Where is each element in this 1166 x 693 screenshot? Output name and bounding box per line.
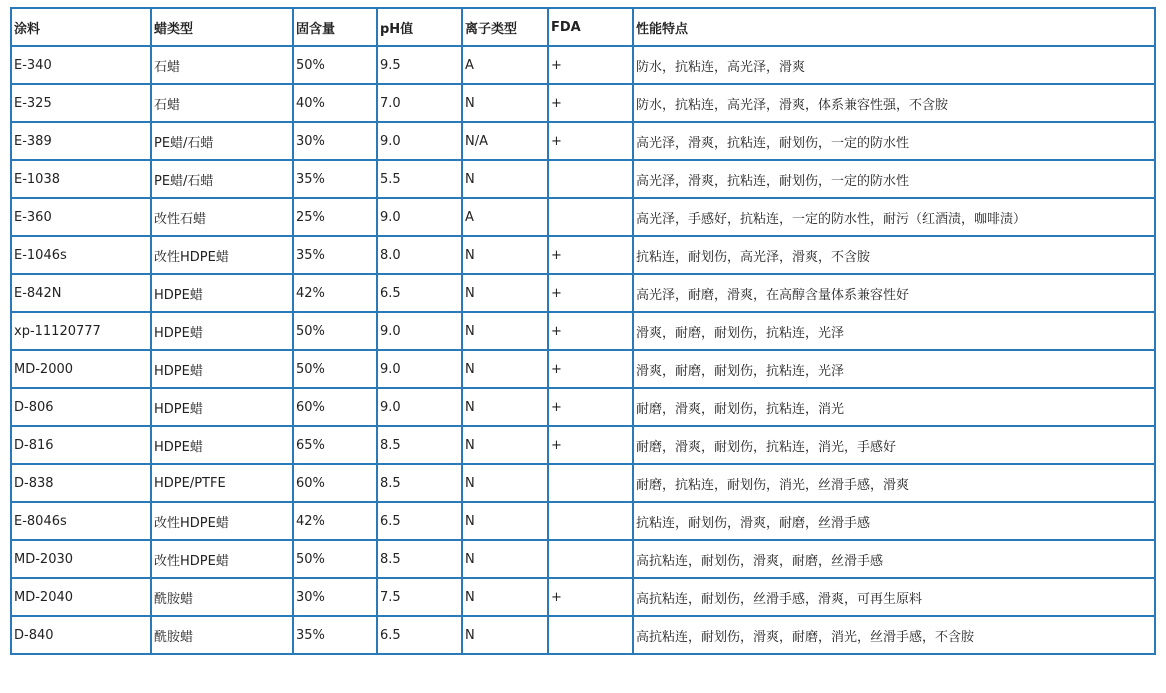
cell-ph: 8.5: [377, 426, 462, 464]
table-row: [11, 350, 1155, 388]
cell-fda: [548, 540, 633, 578]
cell-properties: 耐磨，滑爽，耐划伤，抗粘连，消光，手感好: [633, 426, 1155, 464]
cell-fda: [548, 198, 633, 236]
cell-solid-content: 42%: [293, 502, 377, 540]
cell-coating: E-1038: [11, 160, 151, 198]
header-row: [11, 8, 1155, 46]
cell-properties: 耐磨，滑爽，耐划伤，抗粘连，消光: [633, 388, 1155, 426]
cell-solid-content: 30%: [293, 122, 377, 160]
cell-coating: E-842N: [11, 274, 151, 312]
cell-ph: 6.5: [377, 616, 462, 654]
cell-fda: +: [548, 122, 633, 160]
cell-solid-content: 60%: [293, 388, 377, 426]
header-coating: 涂料: [11, 8, 151, 46]
cell-ion-type: N: [462, 426, 548, 464]
cell-ion-type: N: [462, 578, 548, 616]
cell-properties: 高抗粘连，耐划伤，滑爽，耐磨，丝滑手感: [633, 540, 1155, 578]
cell-ion-type: N: [462, 160, 548, 198]
cell-fda: +: [548, 350, 633, 388]
cell-wax-type: HDPE蜡: [151, 312, 293, 350]
cell-fda: +: [548, 46, 633, 84]
cell-ion-type: N: [462, 616, 548, 654]
cell-solid-content: 35%: [293, 616, 377, 654]
cell-solid-content: 60%: [293, 464, 377, 502]
cell-wax-type: 石蜡: [151, 84, 293, 122]
cell-properties: 高光泽，滑爽，抗粘连，耐划伤，一定的防水性: [633, 122, 1155, 160]
cell-ion-type: N: [462, 350, 548, 388]
table-row: [11, 198, 1155, 236]
cell-solid-content: 35%: [293, 160, 377, 198]
cell-solid-content: 50%: [293, 540, 377, 578]
cell-wax-type: HDPE蜡: [151, 388, 293, 426]
cell-ph: 8.5: [377, 464, 462, 502]
cell-wax-type: HDPE蜡: [151, 350, 293, 388]
cell-wax-type: 改性HDPE蜡: [151, 540, 293, 578]
cell-ion-type: N/A: [462, 122, 548, 160]
cell-properties: 高光泽，耐磨，滑爽，在高醇含量体系兼容性好: [633, 274, 1155, 312]
table-row: [11, 426, 1155, 464]
table-row: [11, 312, 1155, 350]
cell-ph: 8.5: [377, 540, 462, 578]
cell-coating: MD-2000: [11, 350, 151, 388]
table-row: [11, 578, 1155, 616]
table-row: [11, 502, 1155, 540]
table-row: [11, 84, 1155, 122]
table-row: [11, 46, 1155, 84]
cell-wax-type: HDPE蜡: [151, 274, 293, 312]
table-row: [11, 160, 1155, 198]
cell-wax-type: PE蜡/石蜡: [151, 122, 293, 160]
header-solid-content: 固含量: [293, 8, 377, 46]
cell-wax-type: 酰胺蜡: [151, 578, 293, 616]
cell-ph: 7.5: [377, 578, 462, 616]
cell-coating: E-389: [11, 122, 151, 160]
cell-solid-content: 50%: [293, 350, 377, 388]
cell-fda: +: [548, 312, 633, 350]
cell-solid-content: 50%: [293, 46, 377, 84]
cell-fda: [548, 502, 633, 540]
cell-ph: 9.0: [377, 122, 462, 160]
table-row: [11, 388, 1155, 426]
cell-fda: [548, 464, 633, 502]
cell-properties: 抗粘连，耐划伤，滑爽，耐磨，丝滑手感: [633, 502, 1155, 540]
cell-fda: [548, 160, 633, 198]
cell-ph: 8.0: [377, 236, 462, 274]
cell-ph: 9.0: [377, 198, 462, 236]
cell-coating: E-8046s: [11, 502, 151, 540]
cell-ph: 9.0: [377, 312, 462, 350]
header-ph: pH值: [377, 8, 462, 46]
cell-ph: 9.0: [377, 388, 462, 426]
cell-coating: E-360: [11, 198, 151, 236]
cell-coating: MD-2030: [11, 540, 151, 578]
cell-fda: +: [548, 274, 633, 312]
cell-ion-type: N: [462, 274, 548, 312]
cell-properties: 滑爽，耐磨，耐划伤，抗粘连，光泽: [633, 312, 1155, 350]
cell-ion-type: N: [462, 84, 548, 122]
table-row: [11, 540, 1155, 578]
cell-wax-type: 改性石蜡: [151, 198, 293, 236]
cell-ion-type: N: [462, 464, 548, 502]
table-row: [11, 616, 1155, 654]
cell-fda: +: [548, 236, 633, 274]
cell-ion-type: N: [462, 236, 548, 274]
cell-wax-type: 改性HDPE蜡: [151, 502, 293, 540]
cell-coating: xp-11120777: [11, 312, 151, 350]
cell-ph: 9.0: [377, 350, 462, 388]
cell-coating: E-340: [11, 46, 151, 84]
cell-fda: +: [548, 578, 633, 616]
cell-coating: E-1046s: [11, 236, 151, 274]
cell-properties: 高光泽，滑爽，抗粘连，耐划伤，一定的防水性: [633, 160, 1155, 198]
table-row: [11, 274, 1155, 312]
cell-wax-type: 石蜡: [151, 46, 293, 84]
cell-properties: 滑爽，耐磨，耐划伤，抗粘连，光泽: [633, 350, 1155, 388]
cell-coating: D-806: [11, 388, 151, 426]
cell-wax-type: PE蜡/石蜡: [151, 160, 293, 198]
cell-solid-content: 65%: [293, 426, 377, 464]
table-row: [11, 464, 1155, 502]
cell-fda: +: [548, 388, 633, 426]
cell-ion-type: N: [462, 388, 548, 426]
cell-properties: 高抗粘连，耐划伤，滑爽，耐磨，消光，丝滑手感，不含胺: [633, 616, 1155, 654]
cell-ph: 7.0: [377, 84, 462, 122]
table-row: [11, 122, 1155, 160]
cell-wax-type: 改性HDPE蜡: [151, 236, 293, 274]
cell-solid-content: 35%: [293, 236, 377, 274]
cell-ion-type: N: [462, 540, 548, 578]
cell-wax-type: 酰胺蜡: [151, 616, 293, 654]
cell-ph: 6.5: [377, 274, 462, 312]
cell-ph: 5.5: [377, 160, 462, 198]
cell-ph: 6.5: [377, 502, 462, 540]
cell-properties: 高光泽，手感好，抗粘连，一定的防水性，耐污（红酒渍，咖啡渍）: [633, 198, 1155, 236]
cell-ion-type: A: [462, 46, 548, 84]
cell-coating: D-816: [11, 426, 151, 464]
cell-solid-content: 42%: [293, 274, 377, 312]
cell-properties: 防水，抗粘连，高光泽，滑爽: [633, 46, 1155, 84]
cell-ph: 9.5: [377, 46, 462, 84]
header-fda: FDA: [548, 8, 633, 46]
cell-solid-content: 40%: [293, 84, 377, 122]
cell-wax-type: HDPE/PTFE: [151, 464, 293, 502]
wax-emulsion-table: [10, 7, 1156, 655]
cell-ion-type: N: [462, 502, 548, 540]
cell-properties: 防水，抗粘连，高光泽，滑爽，体系兼容性强，不含胺: [633, 84, 1155, 122]
cell-solid-content: 30%: [293, 578, 377, 616]
cell-coating: D-838: [11, 464, 151, 502]
cell-coating: E-325: [11, 84, 151, 122]
cell-properties: 耐磨，抗粘连，耐划伤，消光，丝滑手感，滑爽: [633, 464, 1155, 502]
header-wax-type: 蜡类型: [151, 8, 293, 46]
cell-wax-type: HDPE蜡: [151, 426, 293, 464]
cell-properties: 高抗粘连，耐划伤，丝滑手感，滑爽，可再生原料: [633, 578, 1155, 616]
cell-solid-content: 25%: [293, 198, 377, 236]
cell-properties: 抗粘连，耐划伤，高光泽，滑爽，不含胺: [633, 236, 1155, 274]
cell-fda: +: [548, 426, 633, 464]
cell-coating: MD-2040: [11, 578, 151, 616]
cell-fda: +: [548, 84, 633, 122]
cell-ion-type: N: [462, 312, 548, 350]
table-body: [11, 46, 1155, 654]
cell-ion-type: A: [462, 198, 548, 236]
header-properties: 性能特点: [633, 8, 1155, 46]
header-ion-type: 离子类型: [462, 8, 548, 46]
table-row: [11, 236, 1155, 274]
cell-solid-content: 50%: [293, 312, 377, 350]
cell-fda: [548, 616, 633, 654]
cell-coating: D-840: [11, 616, 151, 654]
